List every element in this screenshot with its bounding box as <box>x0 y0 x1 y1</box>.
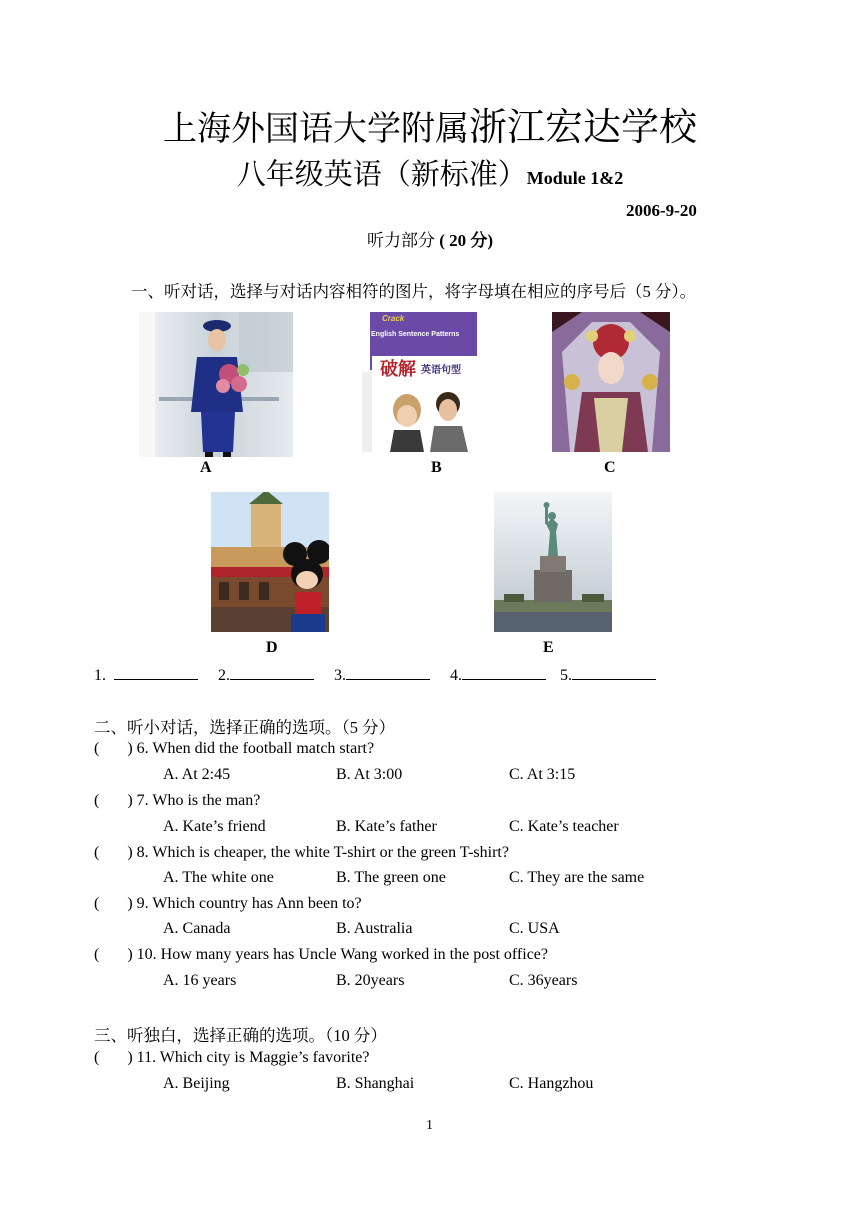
picture-a <box>139 312 293 457</box>
answer-paren-open[interactable]: ( <box>94 946 100 963</box>
q7-option-c: C. Kate’s teacher <box>509 818 619 835</box>
q7-option-b: B. Kate’s father <box>336 818 437 835</box>
answer-paren-open[interactable]: ( <box>94 740 100 757</box>
answer-paren-open[interactable]: ( <box>94 1049 100 1066</box>
question-9 <box>94 895 362 913</box>
blank-label-3: 3. <box>334 667 346 684</box>
q9-option-b: B. Australia <box>336 920 413 937</box>
q11-option-a: A. Beijing <box>163 1075 230 1092</box>
q9-option-c: C. USA <box>509 920 560 937</box>
question-text: 9. Which country has Ann been to? <box>136 895 362 912</box>
answer-paren-close: ) <box>127 895 133 912</box>
statue-of-liberty-photo <box>494 492 612 632</box>
q8-option-c: C. They are the same <box>509 869 645 886</box>
page-number: 1 <box>426 1118 433 1133</box>
question-6 <box>94 740 374 758</box>
section3-heading: 三、听独白，选择正确的选项。（10 分） <box>94 1026 387 1045</box>
book-title-cn-big: 破解 <box>380 359 416 380</box>
book-title-en-line2: English Sentence Patterns <box>371 331 460 338</box>
answer-blank-3[interactable] <box>346 665 430 680</box>
picture-label-c: C <box>604 459 616 476</box>
question-7 <box>94 792 260 810</box>
blank-label-4: 4. <box>450 667 462 684</box>
exam-subject: 八年级英语（新标准） <box>236 159 527 191</box>
question-text: 10. How many years has Uncle Wang worked in the post office? <box>136 946 548 963</box>
school-title <box>0 96 860 151</box>
flight-attendant-photo <box>139 312 293 457</box>
q11-option-c: C. Hangzhou <box>509 1075 594 1092</box>
answer-blanks <box>94 665 656 685</box>
answer-paren-close: ) <box>127 792 133 809</box>
answer-blank-1[interactable] <box>114 665 198 680</box>
listening-label: 听力部分 <box>366 231 435 250</box>
answer-paren-close: ) <box>127 946 133 963</box>
exam-date: 2006-9-20 <box>626 201 697 220</box>
disneyland-castle-photo <box>211 492 329 632</box>
picture-e <box>494 492 612 632</box>
q10-option-c: C. 36years <box>509 972 578 989</box>
listening-score: ( 20 分) <box>439 231 494 250</box>
picture-label-d: D <box>266 639 278 656</box>
q6-option-a: A. At 2:45 <box>163 766 231 783</box>
school-title-name: 浙江宏达学校 <box>468 107 697 149</box>
question-text: 8. Which is cheaper, the white T-shirt or the green T-shirt? <box>136 844 509 861</box>
q8-option-a: A. The white one <box>163 869 274 886</box>
q6-option-c: C. At 3:15 <box>509 766 576 783</box>
q9-option-a: A. Canada <box>163 920 231 937</box>
picture-c <box>552 312 670 452</box>
school-title-affiliation: 上海外国语大学附属 <box>162 111 469 148</box>
answer-paren-open[interactable]: ( <box>94 792 100 809</box>
q6-option-b: B. At 3:00 <box>336 766 403 783</box>
q8-option-b: B. The green one <box>336 869 446 886</box>
blank-label-5: 5. <box>560 667 572 684</box>
question-text: 7. Who is the man? <box>136 792 261 809</box>
picture-label-e: E <box>543 639 554 656</box>
answer-blank-5[interactable] <box>572 665 656 680</box>
answer-paren-close: ) <box>127 740 133 757</box>
q10-option-a: A. 16 years <box>163 972 237 989</box>
book-title-cn-small: 英语句型 <box>421 365 461 376</box>
answer-blank-4[interactable] <box>462 665 546 680</box>
q10-option-b: B. 20years <box>336 972 405 989</box>
exam-subtitle <box>0 152 860 193</box>
exam-module: Module 1&2 <box>526 168 624 188</box>
question-10 <box>94 946 548 964</box>
listening-part-title <box>0 226 860 251</box>
picture-label-a: A <box>200 459 212 476</box>
answer-paren-close: ) <box>127 844 133 861</box>
answer-paren-open[interactable]: ( <box>94 844 100 861</box>
answer-paren-open[interactable]: ( <box>94 895 100 912</box>
picture-label-b: B <box>431 459 442 476</box>
answer-paren-close: ) <box>127 1049 133 1066</box>
book-title-en-line1: Crack <box>382 314 405 323</box>
answer-blank-2[interactable] <box>230 665 314 680</box>
question-text: 6. When did the football match start? <box>136 740 375 757</box>
q11-option-b: B. Shanghai <box>336 1075 415 1092</box>
question-text: 11. Which city is Maggie’s favorite? <box>136 1049 370 1066</box>
question-11 <box>94 1049 369 1067</box>
section2-heading: 二、听小对话，选择正确的选项。（5 分） <box>94 718 396 737</box>
question-8 <box>94 844 509 862</box>
blank-label-2: 2. <box>218 667 230 684</box>
picture-d <box>211 492 329 632</box>
section1-heading: 一、听对话，选择与对话内容相符的图片，将字母填在相应的序号后（5 分）。 <box>131 282 697 301</box>
blank-label-1: 1. <box>94 667 106 684</box>
peking-opera-photo <box>552 312 670 452</box>
q7-option-a: A. Kate’s friend <box>163 818 266 835</box>
